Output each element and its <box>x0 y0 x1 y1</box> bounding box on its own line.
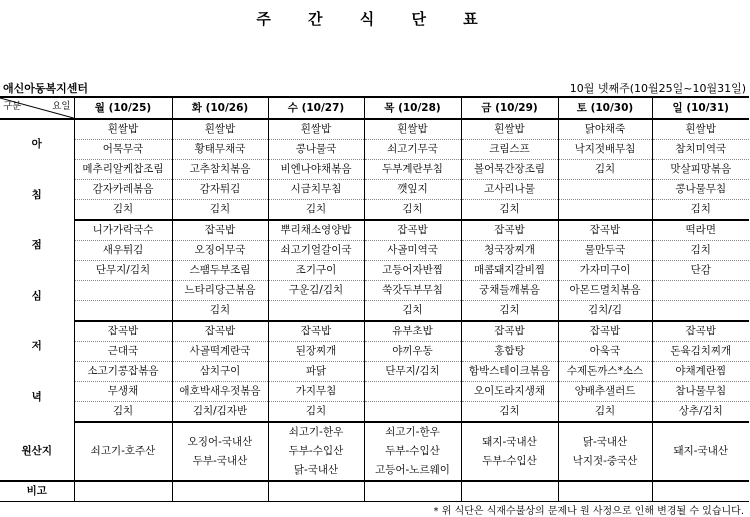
menu-cell: 근대국 <box>74 342 172 362</box>
origin-line: 두부-국내산 <box>192 454 248 467</box>
menu-cell: 애호박새우젓볶음 <box>172 382 268 402</box>
origin-line: 두부-수입산 <box>288 445 344 457</box>
note-cell <box>74 481 172 502</box>
origin-line: 쇠고기-호주산 <box>90 445 156 457</box>
menu-cell: 소고기콩잡볶음 <box>74 362 172 382</box>
origin-line: 돼지-국내산 <box>482 435 537 448</box>
menu-cell: 김치 <box>268 402 364 423</box>
menu-cell: 흰쌀밥 <box>652 119 749 140</box>
menu-cell <box>74 301 172 322</box>
menu-cell: 김치 <box>74 402 172 423</box>
origin-cell <box>461 422 558 481</box>
menu-cell <box>74 281 172 301</box>
menu-cell: 김치 <box>172 200 268 221</box>
breakfast-row <box>0 200 749 221</box>
menu-cell: 잡곡밥 <box>172 321 268 342</box>
header-corner <box>0 97 74 119</box>
day-header: 수 (10/27) <box>268 97 364 119</box>
day-header: 월 (10/25) <box>74 97 172 119</box>
origin-line: 오징어-국내산 <box>187 435 253 448</box>
menu-cell: 무생채 <box>74 382 172 402</box>
origin-cell <box>652 422 749 481</box>
menu-cell: 감자카레볶음 <box>74 180 172 200</box>
menu-cell: 수제돈까스*소스 <box>558 362 652 382</box>
meal-body <box>0 119 749 422</box>
origin-cell <box>74 422 172 481</box>
breakfast-row <box>0 140 749 160</box>
menu-cell: 닭야채죽 <box>558 119 652 140</box>
menu-cell: 아몬드멸치볶음 <box>558 281 652 301</box>
day-header: 화 (10/26) <box>172 97 268 119</box>
menu-cell: 양배추샐러드 <box>558 382 652 402</box>
menu-cell: 참나물무침 <box>652 382 749 402</box>
origin-line: 고등어-노르웨이 <box>375 464 450 476</box>
menu-cell: 고등어자반찜 <box>364 261 461 281</box>
note-row <box>0 481 749 502</box>
menu-cell: 잡곡밥 <box>558 321 652 342</box>
menu-cell: 김치 <box>652 241 749 261</box>
menu-cell: 된장찌개 <box>268 342 364 362</box>
menu-cell: 김치 <box>558 160 652 180</box>
menu-cell: 김치 <box>268 200 364 221</box>
menu-cell: 흰쌀밥 <box>268 119 364 140</box>
menu-table <box>0 96 749 502</box>
organization-name: 애신아동복지센터 <box>3 82 89 95</box>
menu-cell: 깻잎지 <box>364 180 461 200</box>
lunch-row <box>0 261 749 281</box>
note-cell <box>558 481 652 502</box>
menu-cell: 함박스테이크볶음 <box>461 362 558 382</box>
menu-cell: 느타리당근볶음 <box>172 281 268 301</box>
menu-cell: 구운김/김치 <box>268 281 364 301</box>
lunch-row <box>0 281 749 301</box>
origin-line: 닭-국내산 <box>293 464 339 476</box>
menu-cell: 가지무침 <box>268 382 364 402</box>
menu-cell <box>652 281 749 301</box>
breakfast-row <box>0 180 749 200</box>
menu-cell: 맛살피망볶음 <box>652 160 749 180</box>
origin-row <box>0 422 749 481</box>
menu-cell: 쑥갓두부무침 <box>364 281 461 301</box>
origin-line: 쇠고기-한우 <box>288 426 344 438</box>
lunch-row <box>0 301 749 322</box>
origin-cell <box>364 422 461 481</box>
menu-cell: 삼치구이 <box>172 362 268 382</box>
menu-cell: 사골떡계란국 <box>172 342 268 362</box>
menu-cell: 김치 <box>364 301 461 322</box>
menu-cell: 김치 <box>461 200 558 221</box>
breakfast-label: 아 침 <box>0 119 74 220</box>
note-cell <box>268 481 364 502</box>
menu-cell: 김치 <box>74 200 172 221</box>
note-label: 비고 <box>0 481 74 502</box>
breakfast-row <box>0 160 749 180</box>
menu-cell: 시금치무침 <box>268 180 364 200</box>
menu-cell: 메추리알케찹조림 <box>74 160 172 180</box>
menu-cell: 조기구이 <box>268 261 364 281</box>
page-title: 주 간 식 단 표 <box>256 10 494 28</box>
menu-cell: 낙지젓배무침 <box>558 140 652 160</box>
menu-cell: 사골미역국 <box>364 241 461 261</box>
menu-cell: 흰쌀밥 <box>364 119 461 140</box>
menu-cell: 김치 <box>461 301 558 322</box>
menu-cell: 니가가락국수 <box>74 220 172 241</box>
menu-cell: 김치 <box>461 402 558 423</box>
menu-cell: 청국장찌개 <box>461 241 558 261</box>
menu-cell: 돈육김치찌개 <box>652 342 749 362</box>
menu-cell <box>652 301 749 322</box>
note-cell <box>652 481 749 502</box>
menu-cell: 김치/김 <box>558 301 652 322</box>
menu-cell: 유부초밥 <box>364 321 461 342</box>
dinner-row <box>0 342 749 362</box>
origin-line: 낙지젓-중국산 <box>572 454 638 467</box>
menu-cell: 두부계란부침 <box>364 160 461 180</box>
menu-cell: 파닭 <box>268 362 364 382</box>
menu-cell: 뿌리채소영양밥 <box>268 220 364 241</box>
menu-cell: 새우튀김 <box>74 241 172 261</box>
origin-line: 두부-수입산 <box>385 445 440 457</box>
menu-cell: 가자미구이 <box>558 261 652 281</box>
origin-line: 쇠고기-한우 <box>385 426 440 438</box>
lunch-row <box>0 220 749 241</box>
origin-cell <box>558 422 652 481</box>
dinner-row <box>0 402 749 423</box>
dinner-row <box>0 321 749 342</box>
menu-cell: 김치 <box>652 200 749 221</box>
header-row <box>0 97 749 119</box>
menu-cell: 흰쌀밥 <box>172 119 268 140</box>
origin-label: 원산지 <box>0 422 74 481</box>
menu-cell: 잡곡밥 <box>268 321 364 342</box>
menu-cell: 잡곡밥 <box>461 220 558 241</box>
menu-cell: 쇠고기얼갈이국 <box>268 241 364 261</box>
menu-cell: 김치 <box>558 402 652 423</box>
breakfast-row <box>0 119 749 140</box>
menu-cell: 오이도라지생채 <box>461 382 558 402</box>
menu-cell: 홍합탕 <box>461 342 558 362</box>
menu-cell: 아욱국 <box>558 342 652 362</box>
menu-cell: 단무지/김치 <box>364 362 461 382</box>
day-header: 목 (10/28) <box>364 97 461 119</box>
lunch-label: 점 심 <box>0 220 74 321</box>
menu-cell: 흰쌀밥 <box>74 119 172 140</box>
menu-cell <box>558 200 652 221</box>
menu-cell: 김치 <box>364 200 461 221</box>
menu-cell: 단감 <box>652 261 749 281</box>
lunch-row <box>0 241 749 261</box>
menu-cell <box>268 301 364 322</box>
menu-cell: 고추참치볶음 <box>172 160 268 180</box>
menu-cell <box>364 402 461 423</box>
menu-cell <box>558 180 652 200</box>
footer-note: * 위 식단은 식재수불상의 문제나 원 사정으로 인해 변경될 수 있습니다. <box>433 506 744 517</box>
menu-cell: 콩나물국 <box>268 140 364 160</box>
origin-line: 돼지-국내산 <box>673 445 728 457</box>
dinner-row <box>0 382 749 402</box>
menu-cell: 잡곡밥 <box>74 321 172 342</box>
origin-line: 닭-국내산 <box>582 435 628 448</box>
day-header: 토 (10/30) <box>558 97 652 119</box>
menu-cell: 흰쌀밥 <box>461 119 558 140</box>
menu-cell: 황태무채국 <box>172 140 268 160</box>
menu-cell: 쇠고기무국 <box>364 140 461 160</box>
header-category-label: 구분 <box>3 101 22 112</box>
menu-cell: 떡라면 <box>652 220 749 241</box>
origin-cell <box>268 422 364 481</box>
menu-cell: 야끼우동 <box>364 342 461 362</box>
origin-cell <box>172 422 268 481</box>
dinner-row <box>0 362 749 382</box>
day-header: 금 (10/29) <box>461 97 558 119</box>
menu-cell: 어묵무국 <box>74 140 172 160</box>
menu-cell: 콩나물무침 <box>652 180 749 200</box>
menu-cell: 물만두국 <box>558 241 652 261</box>
menu-cell: 김치 <box>172 301 268 322</box>
week-range: 10월 넷째주(10월25일~10월31일) <box>569 82 746 95</box>
origin-line: 두부-수입산 <box>482 454 537 467</box>
note-cell <box>172 481 268 502</box>
menu-cell: 참치미역국 <box>652 140 749 160</box>
menu-cell: 잡곡밥 <box>461 321 558 342</box>
menu-cell: 궁채들깨볶음 <box>461 281 558 301</box>
day-header: 일 (10/31) <box>652 97 749 119</box>
dinner-label: 저 녁 <box>0 321 74 422</box>
menu-cell: 잡곡밥 <box>652 321 749 342</box>
menu-cell: 비엔나야채볶음 <box>268 160 364 180</box>
menu-cell: 오징어무국 <box>172 241 268 261</box>
menu-cell: 스팸두부조림 <box>172 261 268 281</box>
header-day-label: 요일 <box>52 101 71 112</box>
menu-cell: 매콤돼지갈비찜 <box>461 261 558 281</box>
menu-cell: 볼어묵간장조림 <box>461 160 558 180</box>
menu-cell: 고사리나물 <box>461 180 558 200</box>
menu-cell: 감자튀김 <box>172 180 268 200</box>
menu-cell: 잡곡밥 <box>558 220 652 241</box>
menu-cell: 잡곡밥 <box>172 220 268 241</box>
menu-cell: 단무지/김치 <box>74 261 172 281</box>
menu-cell: 김치/김자반 <box>172 402 268 423</box>
note-cell <box>364 481 461 502</box>
menu-cell: 상추/김치 <box>652 402 749 423</box>
menu-cell: 야채계란찜 <box>652 362 749 382</box>
note-cell <box>461 481 558 502</box>
menu-cell: 잡곡밥 <box>364 220 461 241</box>
menu-cell: 크림스프 <box>461 140 558 160</box>
menu-cell <box>364 382 461 402</box>
